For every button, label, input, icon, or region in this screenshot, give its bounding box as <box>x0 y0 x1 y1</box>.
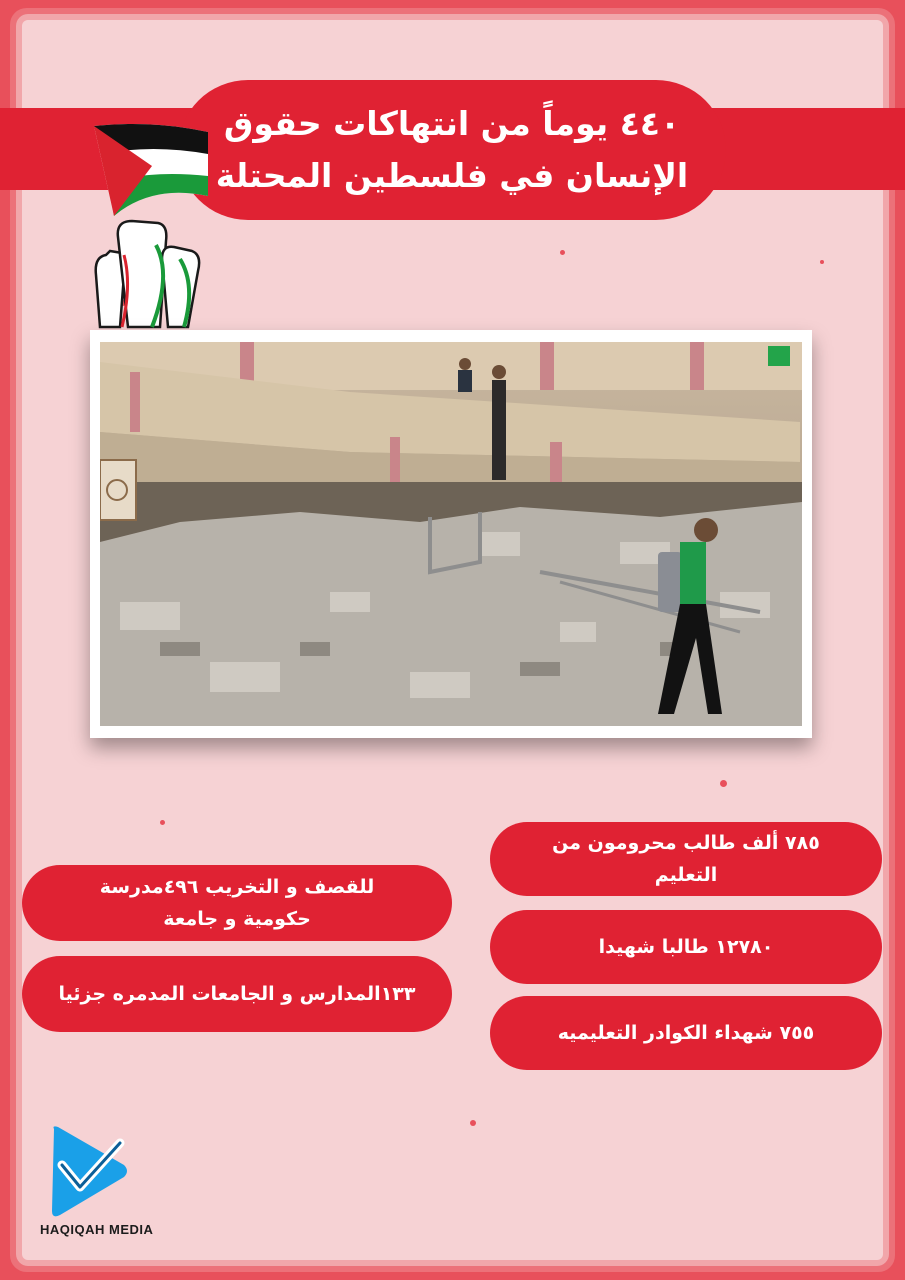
title-line-1: ٤٤٠ يوماً من انتهاكات حقوق <box>223 104 681 143</box>
title-line-2: الإنسان في فلسطين المحتلة <box>215 156 689 195</box>
stat-students-deprived-line1: ٧٨٥ ألف طالب محرومون من <box>552 832 820 854</box>
destroyed-school-photo <box>100 342 802 726</box>
stat-students-martyrs-line1: ١٢٧٨٠ طالبا شهيدا <box>598 936 774 958</box>
stat-schools-destroyed <box>22 865 452 941</box>
stat-schools-partial-line1: ١٣٣المدارس و الجامعات المدمره جزئيا <box>58 983 416 1005</box>
stat-staff-martyrs <box>490 996 882 1070</box>
stat-students-deprived <box>490 822 882 896</box>
stat-students-deprived-line2: التعليم <box>654 864 718 886</box>
stat-students-martyrs <box>490 910 882 984</box>
checkmark-play-icon <box>48 1125 130 1217</box>
title-banner <box>178 80 726 220</box>
stat-schools-destroyed-line2: حكومية و جامعة <box>163 908 311 930</box>
photo-frame <box>90 330 812 738</box>
decor-speck <box>560 250 565 255</box>
stat-schools-partial <box>22 956 452 1032</box>
logo-text: HAQIQAH MEDIA <box>40 1222 154 1237</box>
stat-schools-destroyed-line1: للقصف و التخريب ٤٩٦مدرسة <box>99 876 375 898</box>
decor-speck <box>720 780 727 787</box>
decor-speck <box>160 820 165 825</box>
raised-fists-icon <box>88 215 206 330</box>
palestine-flag-icon <box>92 118 210 223</box>
decor-speck <box>820 260 824 264</box>
stat-staff-martyrs-line1: ٧٥٥ شهداء الكوادر التعليميه <box>557 1022 815 1044</box>
decor-speck <box>470 1120 476 1126</box>
